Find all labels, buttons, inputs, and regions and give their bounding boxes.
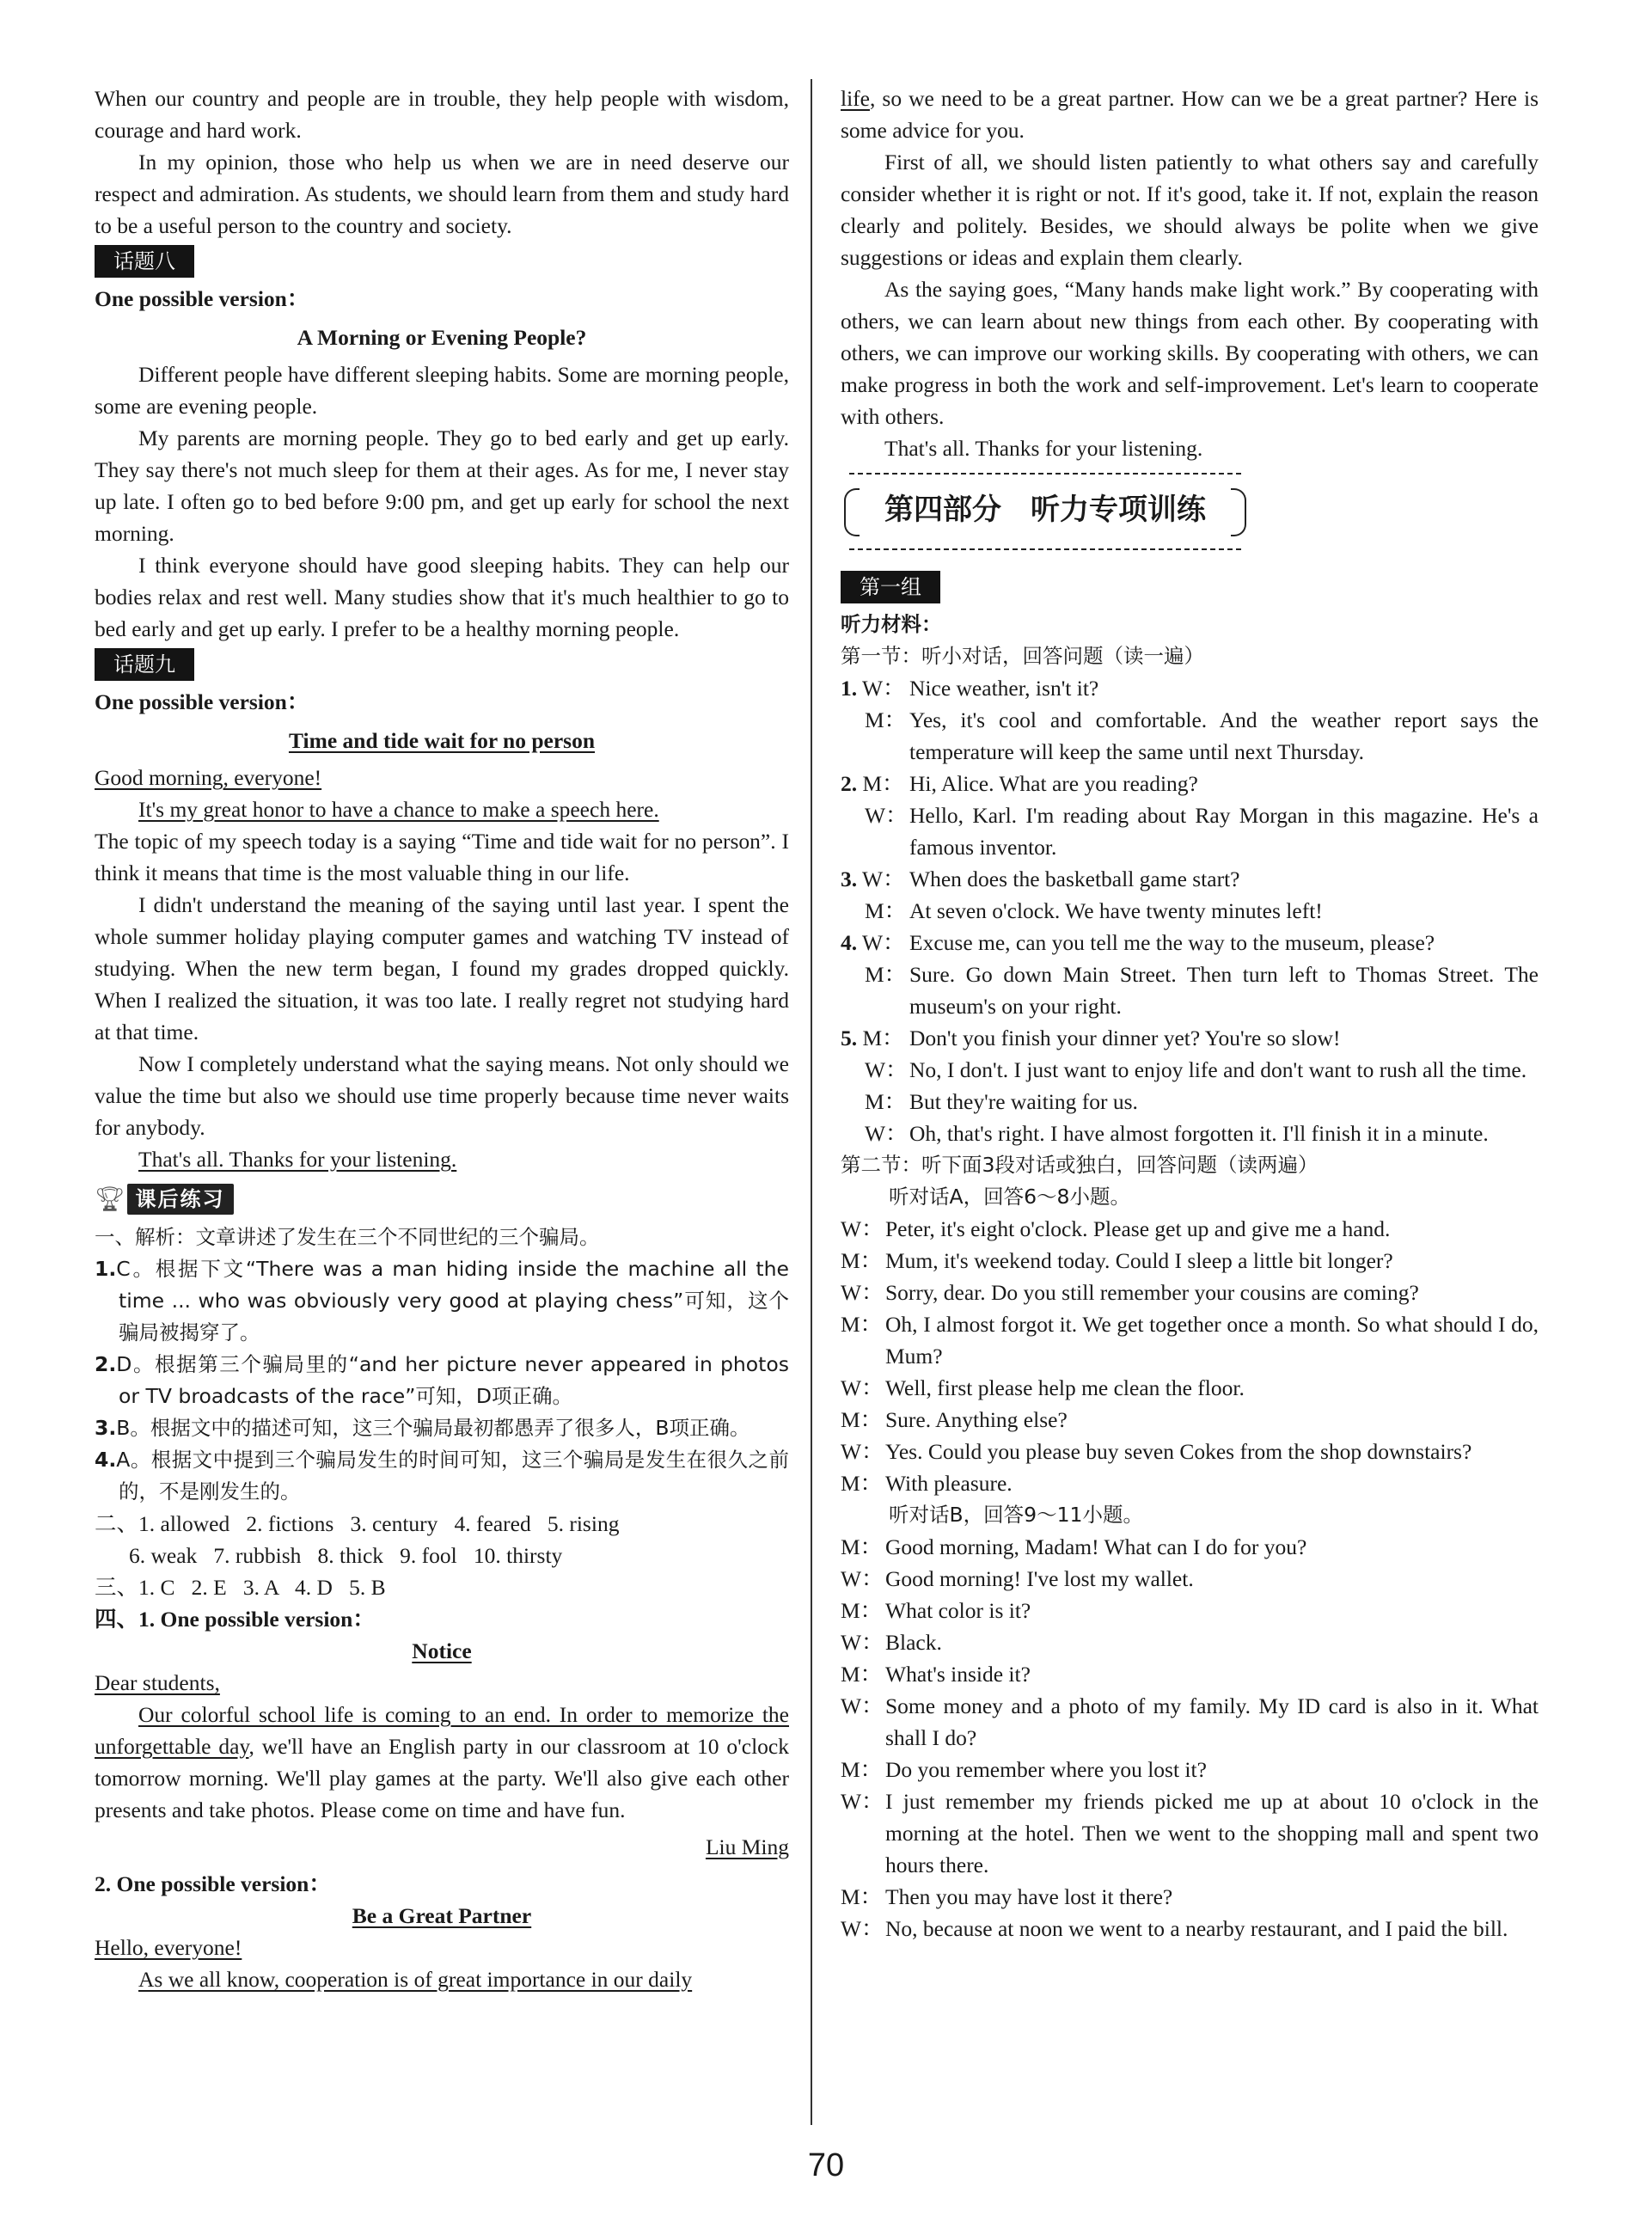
list-item: 1.C。根据下文“There was a man hiding inside the machine all the time ... who was obviously very good at playing chess”可知，这个骗局被揭穿了。: [95, 1257, 789, 1344]
version-label: One possible version：: [95, 286, 309, 311]
dialogue-b: [841, 1531, 1539, 1944]
material-head: 听力材料：: [841, 612, 942, 636]
notice-title: Notice: [412, 1638, 472, 1663]
essay-title: A Morning or Evening People?: [297, 325, 587, 350]
dialogue-line: W： Oh, that's right. I have almost forgotten it. I'll finish it in a minute.: [865, 1121, 1489, 1146]
speaker: 4. W：: [841, 930, 905, 955]
dialogue-line: M： What color is it?: [841, 1598, 1031, 1623]
column-divider: [811, 79, 812, 2125]
right-column: [841, 83, 1539, 1944]
dialogue-line: W： Sorry, dear. Do you still remember your cousins are coming?: [841, 1280, 1419, 1305]
closing: That's all. Thanks for your listening.: [138, 1147, 457, 1172]
exercise-4-2-head: 2. One possible version：: [95, 1871, 331, 1896]
greeting: Good morning, everyone!: [95, 765, 322, 790]
dialogue-line: W： No, I don't. I just want to enjoy life and don't want to rush all the time.: [865, 1057, 1527, 1082]
dialogue-line: W： I just remember my friends picked me up at about 10 o'clock in the morning at the hotel. Then we went to the shopping mall and spent two hours there.: [841, 1789, 1539, 1877]
list-item: 2.D。根据第三个骗局里的“and her picture never appeared in photos or TV broadcasts of the race”可知，D项正确。: [95, 1352, 789, 1408]
left-column: [95, 83, 789, 1995]
paragraph: I didn't understand the meaning of the saying until last year. I spent the whole summer holiday playing computer games and watching TV instead of studying. When the new term began, I found my grades dropped quickly. When I realized the situation, it was too late. I really regret not studying hard at that time.: [95, 892, 789, 1044]
group-tag: 第一组: [841, 571, 940, 603]
dialogue-line: M： Yes, it's cool and comfortable. And the weather report says the temperature will keep the same until next Thursday.: [865, 707, 1539, 764]
page-number: 70: [807, 2147, 845, 2183]
topic-tag-8: 话题八: [95, 245, 194, 278]
dialogue-line: 1. W： Nice weather, isn't it?: [841, 672, 1539, 704]
speaker: 3. W：: [841, 867, 905, 891]
dialogue: [841, 863, 1539, 927]
dialogue-line: M： Good morning, Madam! What can I do for you?: [841, 1534, 1307, 1559]
dialogue-line: W： No, because at noon we went to a nearby restaurant, and I paid the bill.: [841, 1916, 1508, 1941]
speaker: 5. M：: [841, 1026, 904, 1050]
paragraph: In my opinion, those who help us when we are in need deserve our respect and admiration. As students, we should learn from them and study hard to be a useful person to the country and society.: [95, 150, 789, 238]
dialogue-a: [841, 1213, 1539, 1499]
dialogue-line: 4. W： Excuse me, can you tell me the way to the museum, please?: [841, 927, 1539, 958]
list-item: 4.A。根据文中提到三个骗局发生的时间可知，这三个骗局是发生在很久之前的，不是刚发生的。: [95, 1448, 789, 1503]
dialogue-line: M： Oh, I almost forgot it. We get together once a month. So what should I do, Mum?: [841, 1312, 1539, 1369]
dialogue: [841, 768, 1539, 863]
notice-body: Our colorful school life is coming to an end. In order to memorize the unforgettable day, we'll have an English party in our classroom at 10 o'clock tomorrow morning. We'll play games at the party. We'll also give each other presents and take photos. Please come on time and have fun.: [95, 1702, 789, 1822]
dialogue: [841, 1022, 1539, 1149]
exercise-3-row: 三、1. C 2. E 3. A 4. D 5. B: [95, 1575, 386, 1600]
dialogue-line: W： Good morning! I've lost my wallet.: [841, 1566, 1194, 1591]
greeting: Hello, everyone!: [95, 1935, 242, 1960]
dialogue-line: 5. M： Don't you finish your dinner yet? You're so slow!: [841, 1022, 1539, 1054]
banner-title: 第四部分 听力专项训练: [884, 493, 1206, 527]
paragraph: My parents are morning people. They go to bed early and get up early. They say there's not much sleep for them at their ages. As for me, I never stay up late. I often go to bed before 9:00 pm, and get up early for school the next morning.: [95, 426, 789, 546]
trophy-icon: 🏆︎: [95, 1185, 125, 1213]
notice-signature: Liu Ming: [705, 1834, 789, 1859]
paragraph: First of all, we should listen patiently to what others say and carefully consider whether it is right or not. If it's good, take it. If not, explain the reason clearly and politely. Besides, we should always be polite when we give suggestions or ideas and explain them clearly.: [841, 150, 1539, 270]
paragraph: It's my great honor to have a chance to make a speech here.: [138, 797, 659, 822]
dialogue: [841, 672, 1539, 768]
dialogue-line: M： Mum, it's weekend today. Could I sleep a little bit longer?: [841, 1248, 1393, 1273]
paragraph: As the saying goes, “Many hands make light work.” By cooperating with others, we can learn about new things from each other. By cooperating with others, we can improve our working skills. By cooperating with others, we can make progress in both the work and self-improvement. Let's learn to cooperate with others.: [841, 277, 1539, 429]
dialogue-line: 2. M： Hi, Alice. What are you reading?: [841, 768, 1539, 799]
dialogue-line: W： Yes. Could you please buy seven Cokes from the shop downstairs?: [841, 1439, 1472, 1464]
section-1-head: 第一节：听小对话，回答问题（读一遍）: [841, 644, 1204, 668]
paragraph: Now I completely understand what the saying means. Not only should we value the time but also we should use time properly because time never waits for anybody.: [95, 1051, 789, 1140]
dialogue-line: M： But they're waiting for us.: [865, 1089, 1138, 1114]
dialogue-line: M： Sure. Anything else?: [841, 1407, 1068, 1432]
section-1-dialogues: [841, 672, 1539, 1149]
essay-title: Be a Great Partner: [352, 1903, 532, 1928]
dialogue-line: W： Some money and a photo of my family. My ID card is also in it. What shall I do?: [841, 1693, 1539, 1750]
dialogue-line: W： Well, first please help me clean the floor.: [841, 1375, 1245, 1400]
dialogue-a-head: 听对话A，回答6～8小题。: [889, 1185, 1130, 1209]
paragraph: When our country and people are in trouble, they help people with wisdom, courage and hard work.: [95, 86, 789, 143]
paragraph: As we all know, cooperation is of great importance in our daily: [138, 1967, 693, 1992]
exercise-1-head: 一、解析：文章讲述了发生在三个不同世纪的三个骗局。: [95, 1225, 600, 1249]
section-banner: [849, 473, 1241, 550]
paragraph: Different people have different sleeping habits. Some are morning people, some are evening people.: [95, 362, 789, 419]
section-2-head: 第二节：听下面3段对话或独白，回答问题（读两遍）: [841, 1153, 1319, 1177]
exercise-4-head: 四、1. One possible version：: [95, 1607, 375, 1632]
dialogue-line: M： With pleasure.: [841, 1471, 1013, 1496]
dialogue-line: M： Do you remember where you lost it?: [841, 1757, 1207, 1782]
exercise-1-items: [95, 1253, 789, 1508]
dialogue-line: W： Peter, it's eight o'clock. Please get up and give me a hand.: [841, 1216, 1391, 1241]
essay-title: Time and tide wait for no person: [288, 728, 596, 753]
exercise-label: 课后练习: [127, 1184, 234, 1215]
dialogue: [841, 927, 1539, 1022]
paragraph: I think everyone should have good sleeping habits. They can help our bodies relax and rest well. Many studies show that it's much healthier to go to bed early and get up early. I prefer to be a healthy morning people.: [95, 553, 789, 641]
topic-tag-9: 话题九: [95, 648, 194, 681]
notice-greeting: Dear students,: [95, 1670, 220, 1695]
closing: That's all. Thanks for your listening.: [884, 436, 1203, 461]
dialogue-b-head: 听对话B，回答9～11小题。: [889, 1503, 1143, 1527]
exercise-2-row: 二、1. allowed 2. fictions 3. century 4. feared 5. rising: [95, 1511, 620, 1536]
dialogue-line: 3. W： When does the basketball game start?: [841, 863, 1539, 895]
dialogue-line: W： Black.: [841, 1630, 942, 1655]
dialogue-line: M： At seven o'clock. We have twenty minutes left!: [865, 898, 1323, 923]
paragraph: The topic of my speech today is a saying “Time and tide wait for no person”. I think it means that time is the most valuable thing in our life.: [95, 829, 789, 885]
dialogue-line: M： What's inside it?: [841, 1662, 1031, 1687]
version-label: One possible version：: [95, 689, 309, 714]
speaker: 2. M：: [841, 771, 904, 796]
after-class-exercise-heading: [95, 1180, 789, 1218]
speaker: 1. W：: [841, 676, 905, 701]
dialogue-line: M： Then you may have lost it there?: [841, 1884, 1173, 1909]
exercise-2-row: 6. weak 7. rubbish 8. thick 9. fool 10. thirsty: [129, 1543, 563, 1568]
list-item: 3.B。根据文中的描述可知，这三个骗局最初都愚弄了很多人，B项正确。: [95, 1416, 750, 1440]
dialogue-line: W： Hello, Karl. I'm reading about Ray Morgan in this magazine. He's a famous inventor.: [865, 803, 1539, 860]
paragraph: life, so we need to be a great partner. How can we be a great partner? Here is some advice for you.: [841, 86, 1539, 143]
dialogue-line: M： Sure. Go down Main Street. Then turn left to Thomas Street. The museum's on your right.: [865, 962, 1539, 1019]
